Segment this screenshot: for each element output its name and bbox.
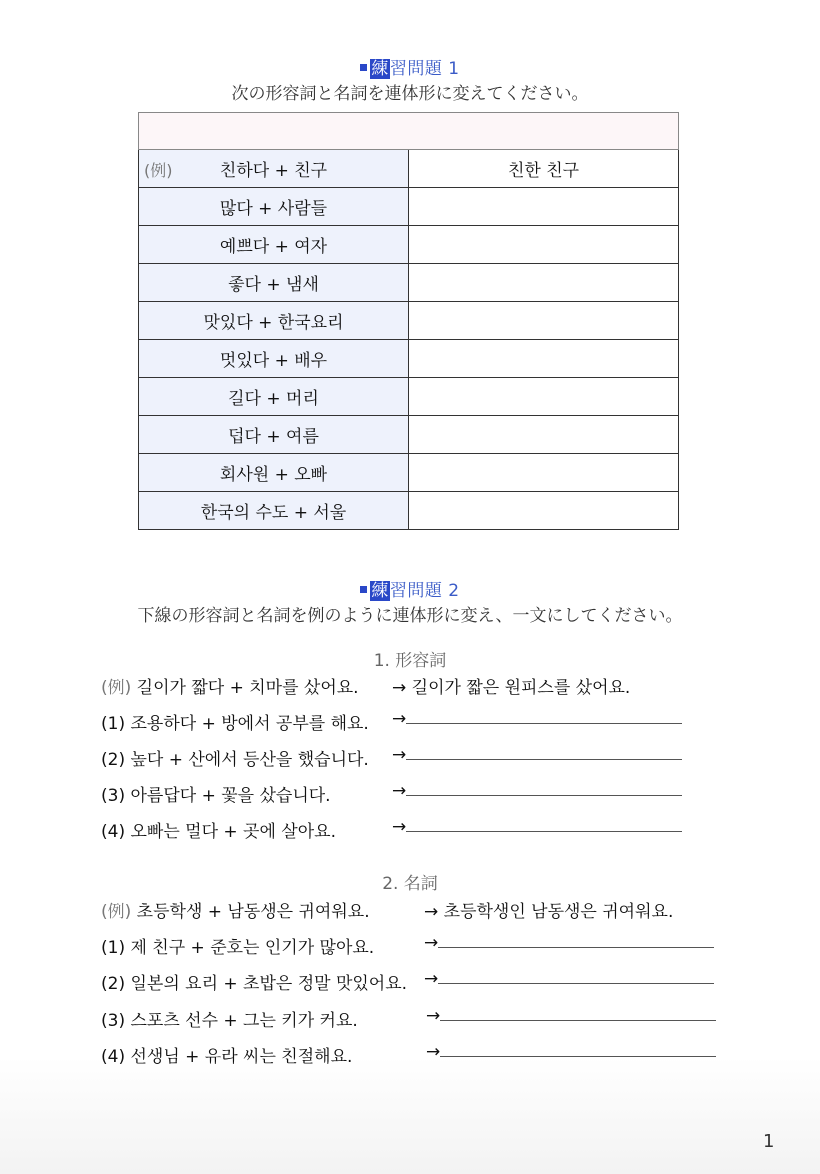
answer-blank: [406, 709, 682, 724]
title-highlight: 練: [371, 581, 389, 601]
noun-question: (1) 제 친구 + 준호는 인기가 많아요.: [101, 938, 375, 958]
answer-line: →: [392, 709, 682, 729]
table-row: [139, 340, 679, 378]
answer-cell: [409, 226, 679, 264]
noun-example: (例) 초등학생 + 남동생은 귀여워요.: [101, 902, 370, 922]
table-header-cell: [139, 113, 679, 150]
answer-blank: [440, 1006, 716, 1021]
answer-cell: [409, 416, 679, 454]
question-cell: 길다 + 머리: [139, 378, 409, 416]
answer-cell: [409, 492, 679, 530]
question-cell: 멋있다 + 배우: [139, 340, 409, 378]
question-cell: 회사원 + 오빠: [139, 454, 409, 492]
table-row: [139, 226, 679, 264]
answer-cell: [409, 340, 679, 378]
question-cell: 덥다 + 여름: [139, 416, 409, 454]
exercise2-title: 練習問題 2: [0, 576, 820, 601]
table-row: [139, 454, 679, 492]
exercise1-table: [138, 112, 679, 530]
noun-question: (3) 스포츠 선수 + 그는 키가 커요.: [101, 1011, 358, 1031]
answer-blank: [406, 745, 682, 760]
answer-cell: [409, 454, 679, 492]
table-row-example: [139, 150, 679, 188]
answer-cell: [409, 264, 679, 302]
table-row: [139, 264, 679, 302]
title-highlight: 練: [371, 59, 389, 79]
noun-example-answer: → 초등학생인 남동생은 귀여워요.: [424, 902, 674, 922]
answer-line: →: [426, 1042, 716, 1062]
table-row: [139, 416, 679, 454]
table-row: [139, 188, 679, 226]
question-cell: 많다 + 사람들: [139, 188, 409, 226]
answer-blank: [406, 817, 682, 832]
adjective-question: (3) 아름답다 + 꽃을 샀습니다.: [101, 786, 331, 806]
answer-cell: [409, 302, 679, 340]
exercise1-title: 練習問題 1: [0, 54, 820, 79]
exercise2-instruction: 下線の形容詞と名詞を例のように連体形に変え、一文にしてください。: [137, 606, 683, 626]
answer-cell: [409, 188, 679, 226]
question-cell: (例) 친하다 + 친구: [139, 150, 409, 188]
table-row: [139, 302, 679, 340]
adjective-question: (1) 조용하다 + 방에서 공부를 해요.: [101, 714, 369, 734]
adjective-question: (2) 높다 + 산에서 등산을 했습니다.: [101, 750, 369, 770]
table-header-row: [139, 113, 679, 150]
nouns-heading: 2. 名詞: [382, 874, 438, 894]
answer-blank: [438, 933, 714, 948]
answer-line: →: [424, 969, 714, 989]
question-cell: 좋다 + 냄새: [139, 264, 409, 302]
bullet-square-icon: [360, 64, 367, 71]
answer-line: →: [424, 933, 714, 953]
answer-line: →: [392, 781, 682, 801]
question-cell: 한국의 수도 + 서울: [139, 492, 409, 530]
answer-cell: 친한 친구: [409, 150, 679, 188]
answer-line: →: [392, 745, 682, 765]
answer-blank: [438, 969, 714, 984]
exercise1-instruction: 次の形容詞と名詞を連体形に変えてください。: [231, 84, 589, 104]
adjective-question: (4) 오빠는 멀다 + 곳에 살아요.: [101, 822, 336, 842]
table-row: [139, 378, 679, 416]
answer-cell: [409, 378, 679, 416]
bullet-square-icon: [360, 586, 367, 593]
page-number: 1: [763, 1131, 775, 1152]
question-cell: 예쁘다 + 여자: [139, 226, 409, 264]
adjectives-heading: 1. 形容詞: [373, 651, 447, 671]
answer-blank: [406, 781, 682, 796]
question-cell: 맛있다 + 한국요리: [139, 302, 409, 340]
answer-blank: [440, 1042, 716, 1057]
example-tag: (例): [144, 161, 173, 180]
adjective-example-answer: → 길이가 짧은 원피스를 샀어요.: [392, 678, 631, 698]
answer-line: →: [392, 817, 682, 837]
noun-question: (4) 선생님 + 유라 씨는 친절해요.: [101, 1047, 353, 1067]
table-row: [139, 492, 679, 530]
noun-question: (2) 일본의 요리 + 초밥은 정말 맛있어요.: [101, 974, 408, 994]
adjective-example: (例) 길이가 짧다 + 치마를 샀어요.: [101, 678, 359, 698]
answer-line: →: [426, 1006, 716, 1026]
